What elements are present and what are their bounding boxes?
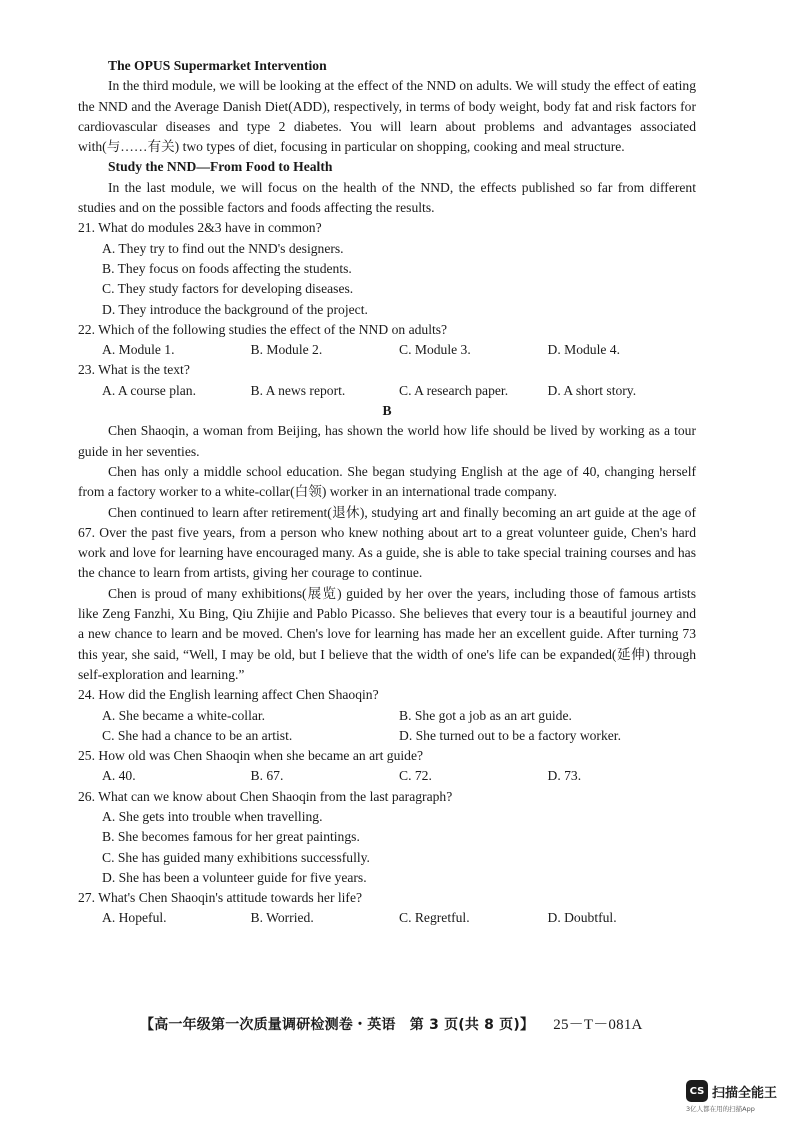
paragraph-opus: In the third module, we will be looking at the effect of the NND on adults. We will study the effect of eating the NND and the Average Danish Diet(ADD), respectively, in terms of body weight, body fat and risk factors for cardiovascular diseases and type 2 diabetes. You will learn about problems and advantages associated with(与……有关) two types of diet, focusing in particular on shopping, cooking and meal structure. <box>78 78 696 155</box>
answer-option: D. She turned out to be a factory worker. <box>399 727 621 743</box>
answer-option: B. She got a job as an art guide. <box>399 707 572 723</box>
heading-opus: The OPUS Supermarket Intervention <box>108 58 327 73</box>
question-stem: 23. What is the text? <box>78 362 190 378</box>
answer-option: D. She has been a volunteer guide for five years. <box>102 869 367 885</box>
options-row <box>102 381 696 401</box>
answer-option: C. She had a chance to be an artist. <box>102 727 293 743</box>
footer-title: 【高一年级第一次质量调研检测卷・英语 第 3 页(共 8 页)】 <box>140 1017 535 1033</box>
question-stem: 21. What do modules 2&3 have in common? <box>78 220 322 236</box>
passage-b-paragraph: Chen has only a middle school education. She began studying English at the age of 40, changing herself from a factory worker to a white-collar(白领) worker in an international trade company. <box>78 463 696 500</box>
answer-option: B. Module 2. <box>250 342 323 358</box>
answer-option: C. 72. <box>399 768 432 784</box>
options-row <box>102 766 696 786</box>
scanner-logo <box>686 1080 777 1102</box>
answer-option: B. They focus on foods affecting the students. <box>102 260 352 276</box>
answer-option: C. A research paper. <box>399 382 509 398</box>
options-row <box>102 908 696 928</box>
heading-study-nnd: Study the NND—From Food to Health <box>108 159 333 175</box>
options-row <box>102 706 696 726</box>
answer-option: C. Module 3. <box>399 342 471 358</box>
answer-option: D. 73. <box>547 768 582 784</box>
questions-section-a <box>78 218 696 401</box>
options-row <box>102 726 696 746</box>
question-stem: 25. How old was Chen Shaoqin when she became an art guide? <box>78 748 424 764</box>
answer-option: C. Regretful. <box>399 910 470 926</box>
answer-option: B. She becomes famous for her great paintings. <box>102 829 360 845</box>
answer-option: A. She became a white-collar. <box>102 707 266 723</box>
question-stem: 22. Which of the following studies the effect of the NND on adults? <box>78 321 448 337</box>
section-b-label: B <box>382 403 392 419</box>
answer-option: D. A short story. <box>547 382 637 398</box>
page-footer <box>140 1013 700 1034</box>
answer-option: B. 67. <box>250 768 284 784</box>
options-row <box>102 340 696 360</box>
answer-option: C. She has guided many exhibitions successfully. <box>102 849 370 865</box>
answer-option: A. 40. <box>102 768 136 784</box>
question-stem: 27. What's Chen Shaoqin's attitude towards her life? <box>78 890 363 906</box>
question-stem: 24. How did the English learning affect Chen Shaoqin? <box>78 687 379 703</box>
answer-option: A. A course plan. <box>102 382 197 398</box>
answer-option: A. She gets into trouble when travelling. <box>102 808 323 824</box>
answer-option: D. Doubtful. <box>547 910 617 926</box>
answer-option: B. Worried. <box>250 910 314 926</box>
answer-option: B. A news report. <box>250 382 346 398</box>
exam-page <box>78 56 696 929</box>
passage-b-paragraph: Chen is proud of many exhibitions(展览) guided by her over the years, including those of famous artists like Zeng Fanzhi, Xu Bing, Qiu Zhijie and Pablo Picasso. She believes that every tour is a beautiful journey and a new chance to learn and be moved. Chen's love for learning has made her an excellent guide. After turning 73 this year, she said, “Well, I may be old, but I believe that the width of one's life can be expanded(延伸) through self-exploration and learning.” <box>78 585 696 682</box>
answer-option: A. Module 1. <box>102 342 175 358</box>
paper-code: 25－T－081A <box>553 1017 643 1033</box>
answer-option: C. They study factors for developing diseases. <box>102 281 354 297</box>
passage-b-paragraph: Chen Shaoqin, a woman from Beijing, has shown the world how life should be lived by working as a tour guide in her seventies. <box>78 423 696 459</box>
answer-option: A. Hopeful. <box>102 910 167 926</box>
camscanner-icon: CS <box>686 1080 708 1102</box>
passage-b-paragraph: Chen continued to learn after retirement(退休), studying art and finally becoming an art guide at the age of 67. Over the past five years, from a person who knew nothing about art to a great volunteer guide, Chen's hard work and love for learning have encouraged many. As a guide, she is able to take special training courses and has the chance to learn from artists, giving her courage to continue. <box>78 504 696 581</box>
answer-option: D. They introduce the background of the project. <box>102 301 368 317</box>
passage-b <box>78 421 696 685</box>
scanner-slogan: 3亿人都在用的扫描App <box>686 1105 755 1113</box>
answer-option: D. Module 4. <box>547 342 620 358</box>
answer-option: A. They try to find out the NND's designers. <box>102 240 344 256</box>
paragraph-study-nnd: In the last module, we will focus on the health of the NND, the effects published so far from different studies and on the possible factors and foods affecting the results. <box>78 179 696 216</box>
question-stem: 26. What can we know about Chen Shaoqin from the last paragraph? <box>78 788 453 804</box>
questions-section-b <box>78 685 696 929</box>
scanner-name: 扫描全能王 <box>712 1085 778 1101</box>
